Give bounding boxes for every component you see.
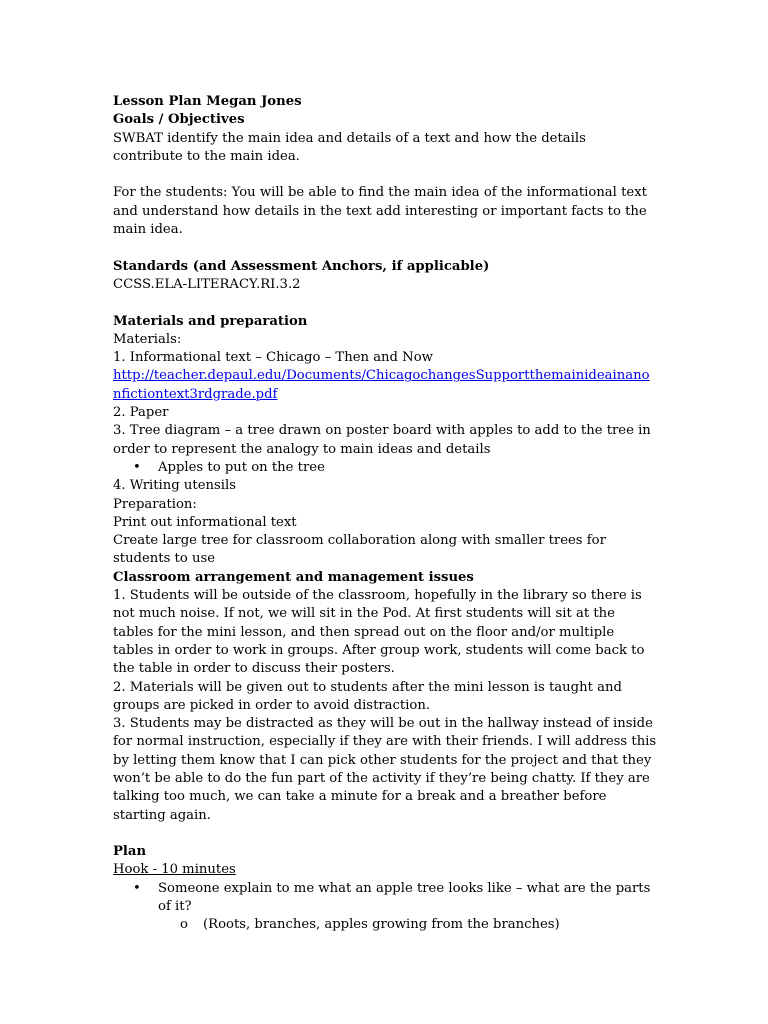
classroom-heading: Classroom arrangement and management issues [113, 569, 474, 585]
spacer [113, 166, 658, 184]
spacer [113, 294, 658, 312]
standards-heading: Standards (and Assessment Anchors, if applicable) [113, 258, 490, 274]
materials-link[interactable]: http://teacher.depaul.edu/Documents/ChicagochangesSupportthemainideainanonfictiontext3rdgrade.pdf [113, 368, 650, 402]
bullet-icon: • [133, 459, 141, 475]
goals-swbat: SWBAT identify the main idea and details of a text and how the details contribute to the main idea. [113, 130, 586, 164]
plan-hook: Hook - 10 minutes [113, 862, 236, 878]
materials-item-3: 3. Tree diagram – a tree drawn on poster board with apples to add to the tree in order to represent the analogy to main ideas and details [113, 423, 651, 457]
goals-heading: Goals / Objectives [113, 112, 245, 128]
bullet-icon: • [133, 880, 141, 896]
materials-item-4: 4. Writing utensils [113, 478, 236, 494]
materials-label: Materials: [113, 331, 182, 347]
list-item [113, 880, 658, 917]
list-item [113, 916, 658, 934]
plan-sub-bullet-1: (Roots, branches, apples growing from the branches) [203, 917, 560, 933]
plan-bullet-1: Someone explain to me what an apple tree looks like – what are the parts of it? [158, 880, 651, 915]
materials-heading: Materials and preparation [113, 313, 308, 329]
preparation-label: Preparation: [113, 496, 197, 512]
materials-item-2: 2. Paper [113, 405, 169, 421]
standards-code: CCSS.ELA-LITERACY.RI.3.2 [113, 276, 301, 292]
list-item [113, 459, 658, 477]
preparation-item-1: Print out informational text [113, 514, 297, 530]
goals-for-students: For the students: You will be able to find the main idea of the informational text and understand how details in the text add interesting or important facts to the main idea. [113, 185, 647, 238]
materials-item-1: 1. Informational text – Chicago – Then and Now [113, 350, 433, 366]
classroom-paragraph-3: 3. Students may be distracted as they will be out in the hallway instead of inside for normal instruction, especially if they are with their friends. I will address this by letting them know that I can pick other students for the project and that they won’t be able to do the fun part of the activity if they’re being chatty. If they are talking too much, we can take a minute for a break and a breather before starting again. [113, 716, 657, 823]
spacer [113, 239, 658, 257]
spacer [113, 825, 658, 843]
plan-heading: Plan [113, 844, 147, 860]
document-title: Lesson Plan Megan Jones [113, 94, 302, 109]
preparation-item-2: Create large tree for classroom collaboration along with smaller trees for students to use [113, 533, 606, 567]
classroom-paragraph-1: 1. Students will be outside of the classroom, hopefully in the library so there is not much noise. If not, we will sit in the Pod. At first students will sit at the tables for the mini lesson, and then spread out on the floor and/or multiple tables in order to work in groups. After group work, students will come back to the table in order to discuss their posters. [113, 588, 645, 677]
sub-bullet-icon: o [180, 917, 188, 933]
classroom-paragraph-2: 2. Materials will be given out to students after the mini lesson is taught and groups are picked in order to avoid distraction. [113, 679, 622, 713]
materials-item-3-bullet: Apples to put on the tree [158, 459, 325, 475]
document-page [113, 93, 658, 935]
